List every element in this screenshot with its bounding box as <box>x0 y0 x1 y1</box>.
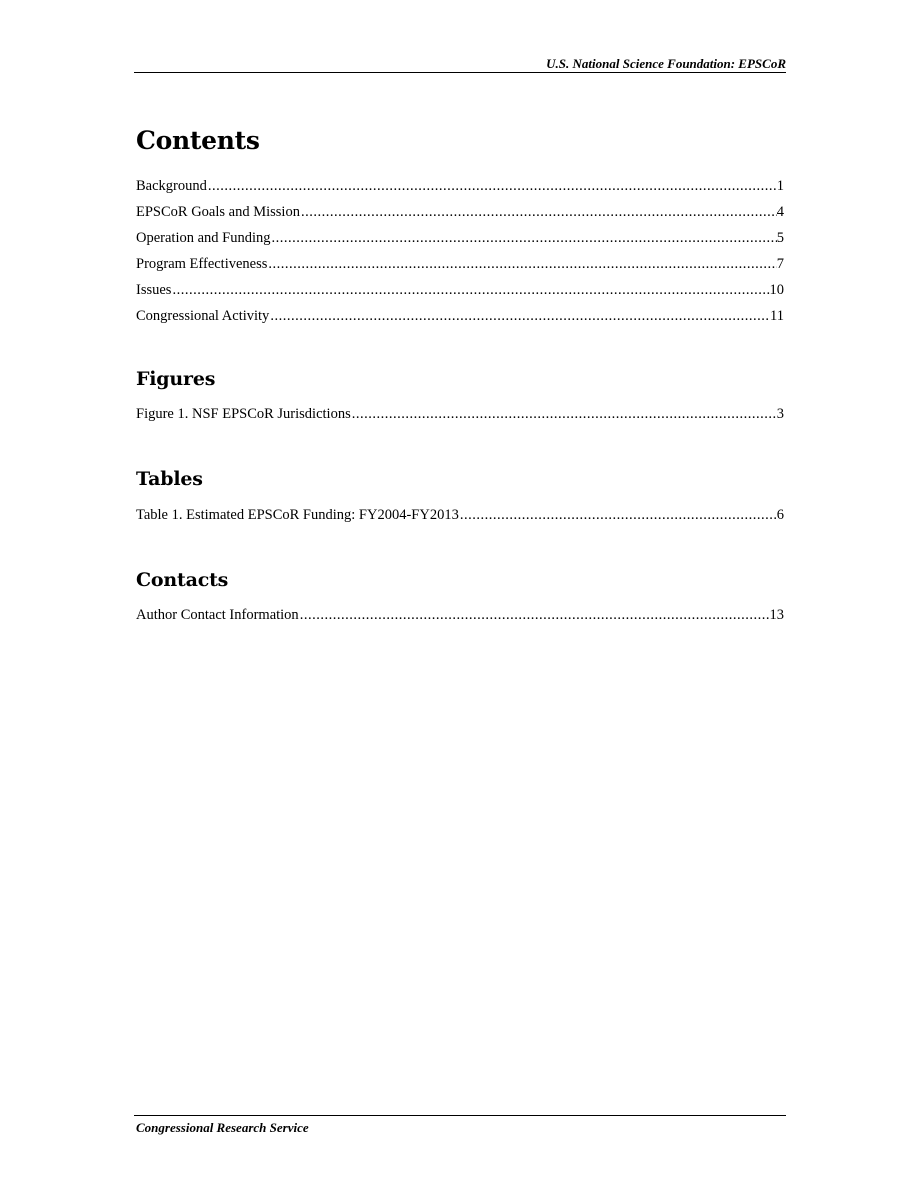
toc-entry-program-effectiveness[interactable] <box>136 251 784 277</box>
running-footer: Congressional Research Service <box>136 1120 309 1135</box>
toc-leader <box>351 401 777 427</box>
toc-entry-title: Issues <box>136 282 172 298</box>
toc-leader <box>267 251 776 277</box>
toc-entry-title: Table 1. Estimated EPSCoR Funding: FY2004-FY2013 <box>136 507 459 523</box>
toc-entry-title: Congressional Activity <box>136 308 270 324</box>
toc-entry-page: 11 <box>770 308 784 324</box>
toc-entry-title: Operation and Funding <box>136 230 271 246</box>
toc-leader <box>459 502 777 528</box>
toc-entry-page: 10 <box>769 282 784 298</box>
toc-entry-background[interactable] <box>136 173 784 199</box>
toc-entry-page: 1 <box>776 178 784 194</box>
tables-list <box>136 502 784 528</box>
toc-entry-title: Figure 1. NSF EPSCoR Jurisdictions <box>136 406 351 422</box>
toc-entry-goals-and-mission[interactable] <box>136 199 784 225</box>
running-header: U.S. National Science Foundation: EPSCoR <box>546 56 786 71</box>
toc-entry-operation-and-funding[interactable] <box>136 225 784 251</box>
toc-entry-figure-1[interactable] <box>136 401 784 427</box>
toc-entry-congressional-activity[interactable] <box>136 303 784 329</box>
toc-entry-table-1[interactable] <box>136 502 784 528</box>
toc-leader <box>269 303 770 329</box>
figures-list <box>136 401 784 427</box>
header-rule <box>134 72 786 73</box>
toc-leader <box>207 173 777 199</box>
toc-entry-page: 3 <box>776 406 784 422</box>
footer-rule <box>134 1115 786 1116</box>
toc-entry-title: Background <box>136 178 207 194</box>
contacts-list <box>136 602 784 628</box>
toc-leader <box>300 199 777 225</box>
contents-list <box>136 173 784 329</box>
tables-heading: Tables <box>136 468 203 490</box>
contacts-heading: Contacts <box>136 569 229 591</box>
contents-heading: Contents <box>136 126 260 155</box>
toc-leader <box>299 602 770 628</box>
toc-entry-title: Program Effectiveness <box>136 256 268 272</box>
toc-entry-title: EPSCoR Goals and Mission <box>136 204 300 220</box>
toc-entry-issues[interactable] <box>136 277 784 303</box>
toc-entry-author-contact[interactable] <box>136 602 784 628</box>
toc-entry-page: 5 <box>776 230 784 246</box>
toc-entry-title: Author Contact Information <box>136 607 299 623</box>
toc-leader <box>171 277 769 303</box>
toc-entry-page: 7 <box>776 256 784 272</box>
toc-entry-page: 6 <box>776 507 784 523</box>
toc-leader <box>271 225 777 251</box>
toc-entry-page: 13 <box>769 607 784 623</box>
figures-heading: Figures <box>136 368 216 390</box>
toc-entry-page: 4 <box>776 204 784 220</box>
